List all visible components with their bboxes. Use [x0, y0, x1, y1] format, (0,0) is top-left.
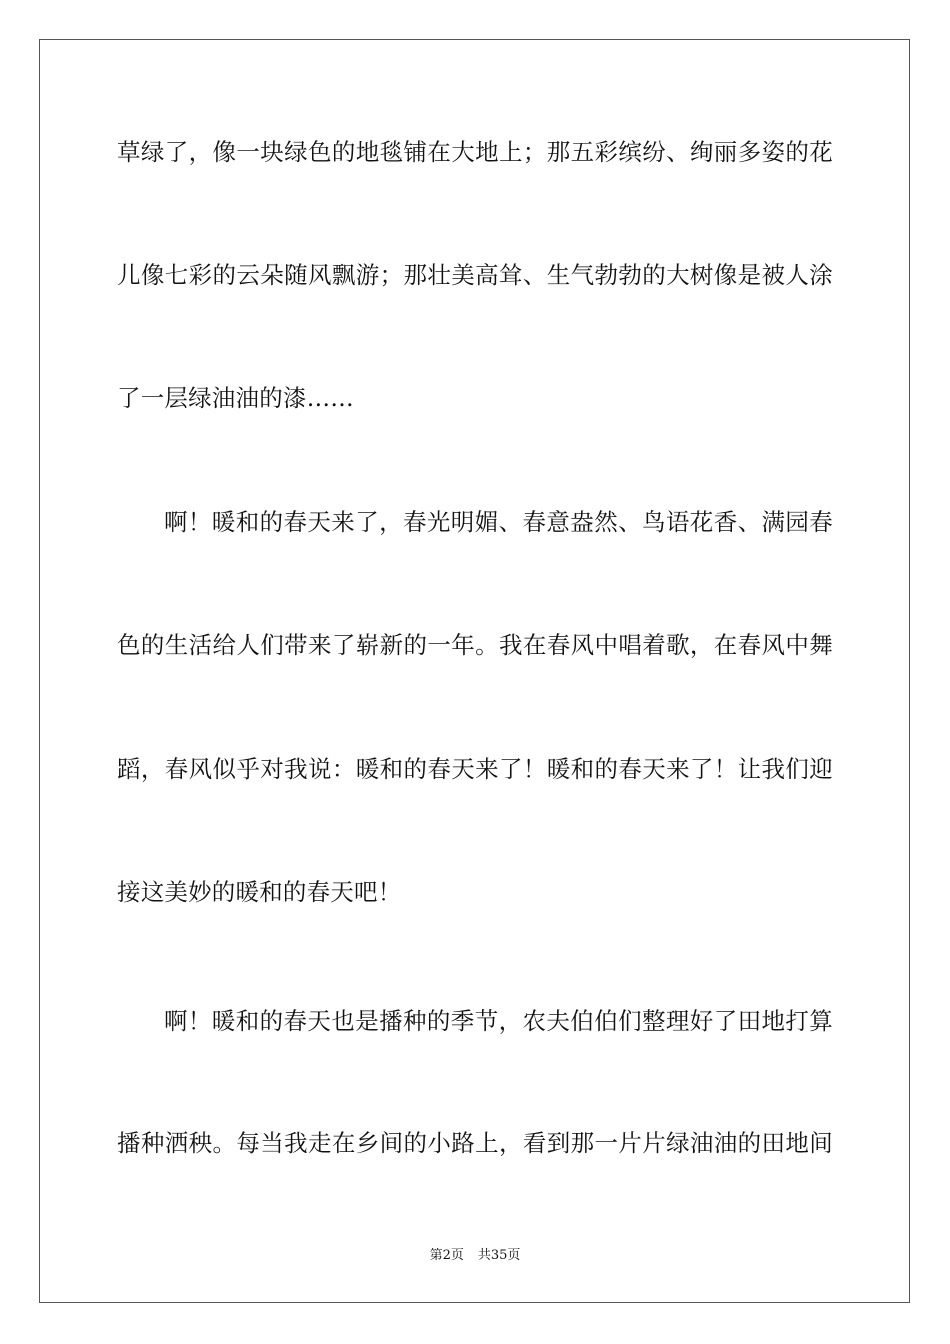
text-line: 草绿了，像一块绿色的地毯铺在大地上；那五彩缤纷、绚丽多姿的花 — [117, 138, 833, 166]
text-line: 了一层绿油油的漆…… — [117, 384, 354, 412]
text-line: 蹈，春风似乎对我说：暖和的春天来了！暖和的春天来了！让我们迎 — [117, 755, 833, 783]
page-border — [39, 39, 910, 1303]
page-total: 共35页 — [477, 1248, 521, 1263]
paragraph-first-line: 啊！暖和的春天也是播种的季节，农夫伯伯们整理好了田地打算 — [164, 1007, 833, 1035]
paragraph-first-line: 啊！暖和的春天来了，春光明媚、春意盎然、鸟语花香、满园春 — [164, 508, 833, 536]
text-line: 接这美妙的暖和的春天吧！ — [117, 878, 402, 906]
page-number: 第2页 — [429, 1248, 464, 1263]
text-line: 播种洒秧。每当我走在乡间的小路上，看到那一片片绿油油的田地间 — [117, 1129, 833, 1157]
text-line: 儿像七彩的云朵随风飘游；那壮美高耸、生气勃勃的大树像是被人涂 — [117, 261, 833, 289]
text-line: 色的生活给人们带来了崭新的一年。我在春风中唱着歌，在春风中舞 — [117, 631, 833, 659]
page-footer — [0, 1247, 950, 1265]
